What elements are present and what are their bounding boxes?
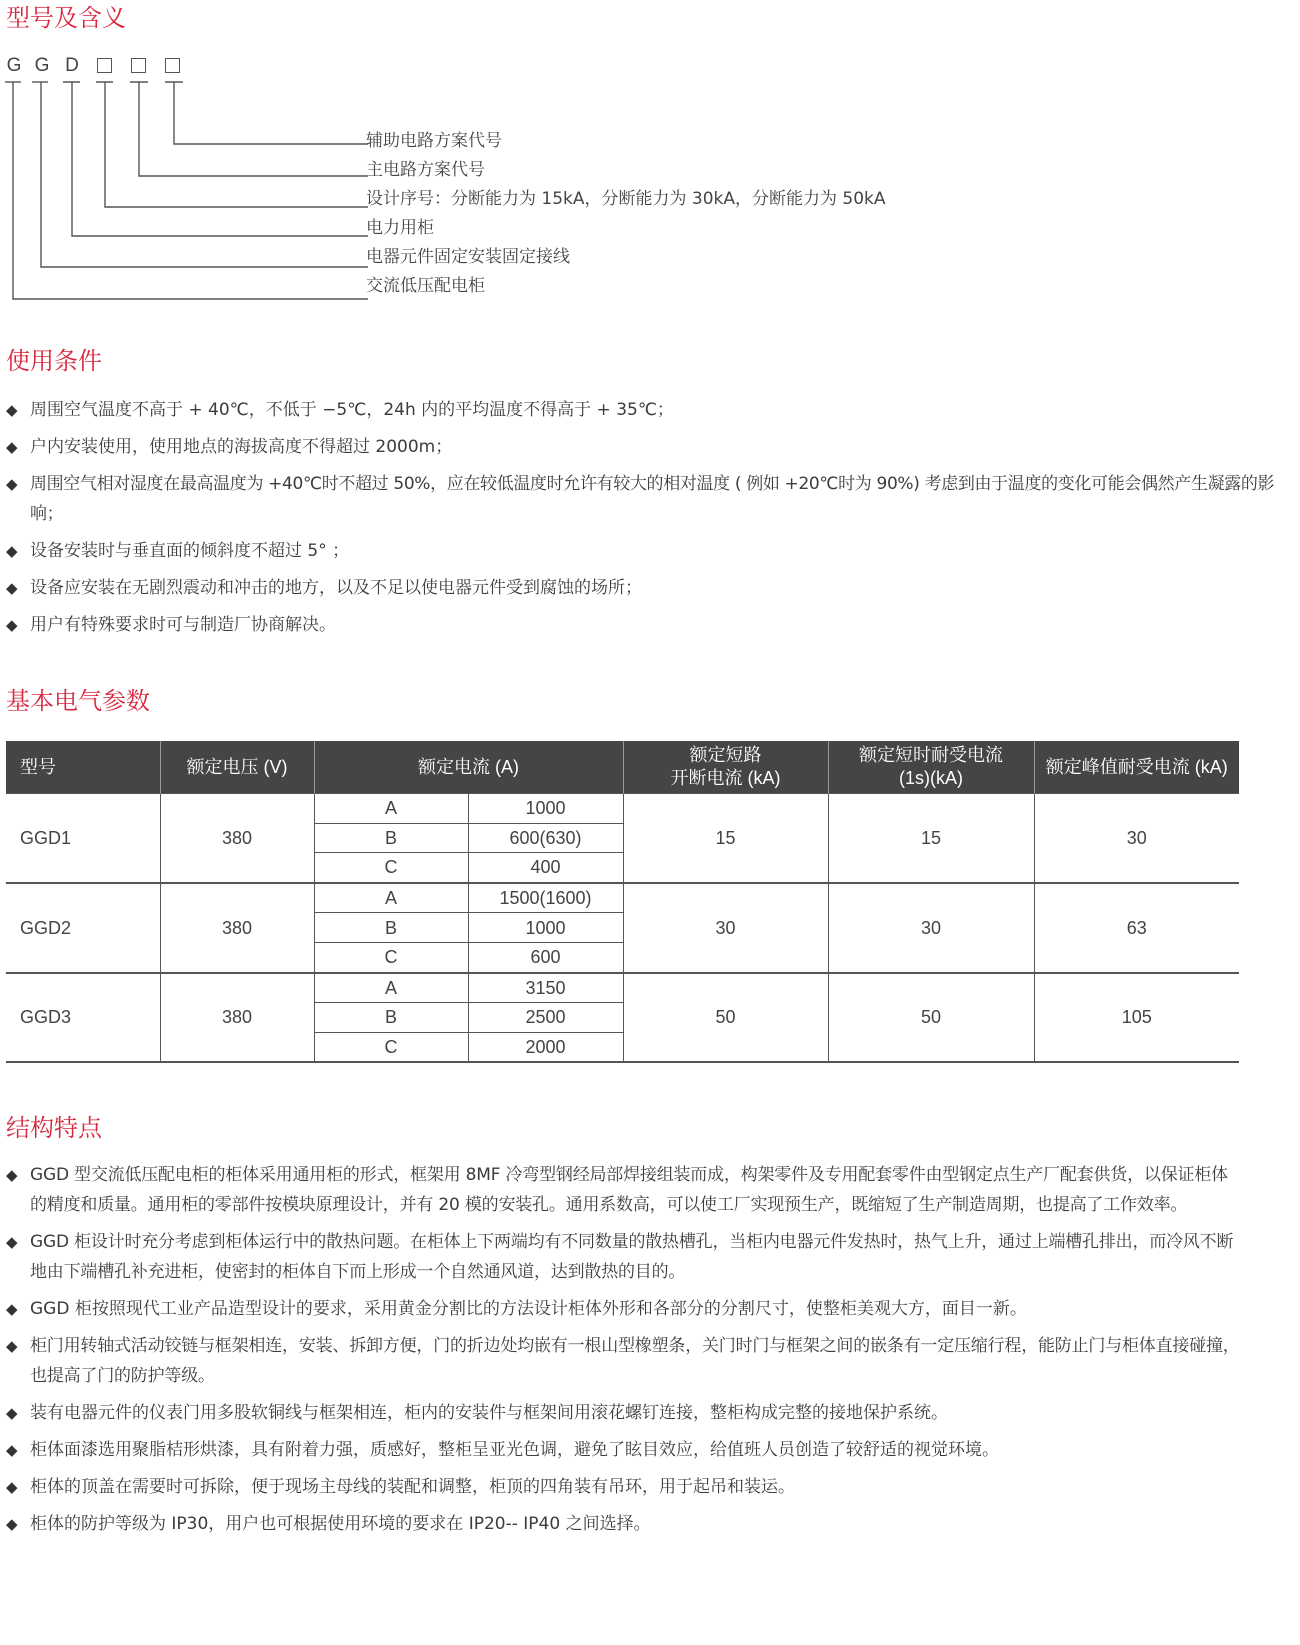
section-title-structure: 结构特点	[6, 1114, 102, 1142]
header-breaking: 额定短路 开断电流 (kA)	[623, 741, 828, 794]
cell-current: 1000	[468, 913, 623, 943]
connector-line-fixed-install	[41, 82, 368, 267]
header-peak: 额定峰值耐受电流 (kA)	[1034, 741, 1239, 794]
legend-power-cabinet: 电力用柜	[366, 218, 434, 238]
list-item: ◆ 设备应安装在无剧烈震动和冲击的地方，以及不足以使电器元件受到腐蚀的场所；	[6, 573, 1300, 603]
section-title-params: 基本电气参数	[6, 687, 150, 715]
cell-grade: C	[314, 853, 468, 883]
cell-breaking: 50	[623, 973, 828, 1063]
list-item: ◆ 装有电器元件的仪表门用多股软铜线与框架相连，柜内的安装件与框架间用滚花螺钉连接，整柜构成完整的接地保护系统。	[6, 1398, 1240, 1428]
cell-short-time: 30	[828, 883, 1034, 973]
list-item: ◆ GGD 型交流低压配电柜的柜体采用通用柜的形式，框架用 8MF 冷弯型钢经局部焊接组装而成，构架零件及专用配套零件由型钢定点生产厂配套供货，以保证柜体的精度和质量。通用柜的零部件按模块原理设计，并有 20 模的安装孔。通用系数高，可以使工厂实现预生产，既缩短了生产制造周期，也提高了工作效率。	[6, 1160, 1240, 1220]
diamond-bullet-icon: ◆	[6, 579, 18, 597]
list-item: ◆ 用户有特殊要求时可与制造厂协商解决。	[6, 610, 1300, 640]
code-letter-d: D	[65, 55, 79, 76]
cell-short-time: 50	[828, 973, 1034, 1063]
cell-voltage: 380	[160, 973, 314, 1063]
code-letter-g1: G	[6, 55, 22, 76]
code-letter-g2: G	[34, 55, 50, 76]
cell-current: 400	[468, 853, 623, 883]
table-row	[6, 794, 1239, 824]
cell-voltage: 380	[160, 794, 314, 883]
cell-grade: A	[314, 794, 468, 824]
cell-current: 600(630)	[468, 823, 623, 853]
legend-design-serial: 设计序号：分断能力为 15kA，分断能力为 30kA，分断能力为 50kA	[366, 189, 886, 209]
cell-grade: B	[314, 1003, 468, 1033]
diamond-bullet-icon: ◆	[6, 542, 18, 560]
cell-model: GGD2	[6, 883, 160, 973]
legend-aux-circuit: 辅助电路方案代号	[366, 131, 502, 151]
cell-grade: B	[314, 913, 468, 943]
cell-short-time: 15	[828, 794, 1034, 883]
diamond-bullet-icon: ◆	[6, 616, 18, 634]
cell-model: GGD1	[6, 794, 160, 883]
cell-peak: 30	[1034, 794, 1239, 883]
diamond-bullet-icon: ◆	[6, 1515, 18, 1533]
cell-grade: A	[314, 883, 468, 913]
cell-grade: A	[314, 973, 468, 1003]
table-row	[6, 883, 1239, 913]
list-item: ◆ 柜体面漆选用聚脂桔形烘漆，具有附着力强，质感好，整柜呈亚光色调，避免了眩目效应，给值班人员创造了较舒适的视觉环境。	[6, 1435, 1240, 1465]
diamond-bullet-icon: ◆	[6, 1337, 18, 1355]
diamond-bullet-icon: ◆	[6, 1233, 18, 1251]
list-item: ◆ 周围空气相对湿度在最高温度为 +40℃时不超过 50%，应在较低温度时允许有较大的相对温度 ( 例如 +20℃时为 90%) 考虑到由于温度的变化可能会偶然产生凝露的影响；	[6, 469, 1300, 529]
diamond-bullet-icon: ◆	[6, 1404, 18, 1422]
diamond-bullet-icon: ◆	[6, 1441, 18, 1459]
diamond-bullet-icon: ◆	[6, 1478, 18, 1496]
cell-current: 2000	[468, 1032, 623, 1062]
header-short-time: 额定短时耐受电流 (1s)(kA)	[828, 741, 1034, 794]
list-item: ◆ GGD 柜设计时充分考虑到柜体运行中的散热问题。在柜体上下两端均有不同数量的散热槽孔，当柜内电器元件发热时，热气上升，通过上端槽孔排出，而冷风不断地由下端槽孔补充进柜，使密封的柜体自下而上形成一个自然通风道，达到散热的目的。	[6, 1227, 1240, 1287]
cell-current: 2500	[468, 1003, 623, 1033]
diamond-bullet-icon: ◆	[6, 475, 18, 493]
cell-grade: C	[314, 942, 468, 972]
list-item: ◆ GGD 柜按照现代工业产品造型设计的要求，采用黄金分割比的方法设计柜体外形和各部分的分割尺寸，使整柜美观大方，面目一新。	[6, 1294, 1240, 1324]
diamond-bullet-icon: ◆	[6, 401, 18, 419]
diamond-bullet-icon: ◆	[6, 1166, 18, 1184]
connector-line-aux-circuit	[174, 82, 368, 144]
header-current: 额定电流 (A)	[314, 741, 623, 794]
cell-current: 3150	[468, 973, 623, 1003]
list-item: ◆ 周围空气温度不高于 + 40℃，不低于 −5℃，24h 内的平均温度不得高于 + 35℃；	[6, 395, 1300, 425]
cell-current: 1000	[468, 794, 623, 824]
header-voltage: 额定电压 (V)	[160, 741, 314, 794]
cell-peak: 105	[1034, 973, 1239, 1063]
legend-main-circuit: 主电路方案代号	[366, 160, 485, 180]
cell-peak: 63	[1034, 883, 1239, 973]
connector-line-power-cabinet	[72, 82, 368, 236]
list-item: ◆ 柜体的防护等级为 IP30，用户也可根据使用环境的要求在 IP20-- IP40 之间选择。	[6, 1509, 1240, 1539]
cell-current: 600	[468, 942, 623, 972]
table-header-row	[6, 741, 1239, 794]
conditions-list	[6, 395, 1300, 640]
legend-fixed-install: 电器元件固定安装固定接线	[366, 247, 570, 267]
cell-grade: C	[314, 1032, 468, 1062]
section-title-model: 型号及含义	[6, 4, 126, 32]
list-item: ◆ 户内安装使用，使用地点的海拔高度不得超过 2000m；	[6, 432, 1300, 462]
electrical-params-table	[6, 741, 1239, 1063]
list-item: ◆ 柜门用转轴式活动铰链与框架相连，安装、拆卸方便，门的折边处均嵌有一根山型橡塑条，关门时门与框架之间的嵌条有一定压缩行程，能防止门与柜体直接碰撞，也提高了门的防护等级。	[6, 1331, 1240, 1391]
cell-breaking: 30	[623, 883, 828, 973]
header-model: 型号	[6, 741, 160, 794]
structure-list	[6, 1160, 1240, 1539]
model-code-connector-lines	[0, 0, 370, 300]
list-item: ◆ 设备安装时与垂直面的倾斜度不超过 5° ；	[6, 536, 1300, 566]
diamond-bullet-icon: ◆	[6, 1300, 18, 1318]
legend-ac-lv-cabinet: 交流低压配电柜	[366, 276, 485, 296]
cell-model: GGD3	[6, 973, 160, 1063]
cell-current: 1500(1600)	[468, 883, 623, 913]
table-row	[6, 973, 1239, 1003]
list-item: ◆ 柜体的顶盖在需要时可拆除，便于现场主母线的装配和调整，柜顶的四角装有吊环，用于起吊和装运。	[6, 1472, 1240, 1502]
cell-voltage: 380	[160, 883, 314, 973]
diamond-bullet-icon: ◆	[6, 438, 18, 456]
cell-breaking: 15	[623, 794, 828, 883]
cell-grade: B	[314, 823, 468, 853]
section-title-conditions: 使用条件	[6, 347, 102, 375]
